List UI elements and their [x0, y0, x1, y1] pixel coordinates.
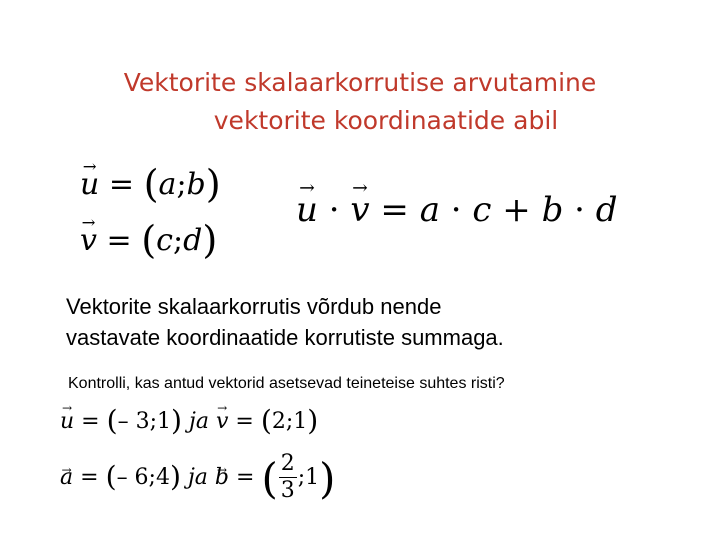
close-paren: ): [202, 218, 218, 263]
equals-sign: =: [106, 222, 132, 258]
fraction-two-thirds: [279, 451, 297, 505]
vector-b: → b: [215, 448, 229, 508]
close-paren: ): [169, 460, 181, 493]
plus-sign: +: [502, 190, 531, 230]
close-paren: ): [171, 404, 183, 437]
open-paren: (: [141, 218, 157, 263]
coord-c: c: [472, 190, 492, 230]
fraction-denominator: 3: [280, 478, 295, 504]
close-paren: ): [205, 162, 221, 207]
coordinates-a: – 6;4: [116, 464, 170, 490]
coord-b: b: [541, 190, 564, 230]
formula-v-definition: [80, 218, 217, 263]
vector-u: → u: [80, 167, 99, 202]
dot-operator: ·: [328, 190, 340, 230]
connector-ja: ja: [189, 408, 209, 434]
formula-u-definition: [80, 162, 221, 207]
slide-title-line-1: Vektorite skalaarkorrutise arvutamine: [123, 68, 597, 97]
dot-operator: ·: [450, 190, 462, 230]
close-paren-large: ): [319, 453, 336, 503]
vector-u: → u: [296, 190, 318, 230]
dot-operator: ·: [574, 190, 585, 230]
coord-b: b: [186, 166, 206, 202]
equals-sign: =: [380, 190, 409, 230]
coordinates-v: 2;1: [271, 408, 308, 434]
vector-v: → v: [350, 190, 369, 230]
equals-sign: =: [81, 408, 100, 434]
exercise-task-2: [60, 447, 335, 509]
equals-sign: =: [235, 408, 254, 434]
coord-d: d: [183, 222, 203, 258]
coord-a: a: [158, 166, 177, 202]
slide-title-line-2: vektorite koordinaatide abil: [213, 106, 559, 135]
open-paren: (: [105, 460, 117, 493]
vector-v: → v: [80, 223, 97, 258]
vector-a: → a: [60, 448, 73, 508]
exercise-task-1: [60, 404, 318, 437]
coordinates-b-rest: ;1: [297, 464, 320, 490]
connector-ja: ja: [187, 464, 208, 490]
coord-d: d: [595, 190, 618, 230]
equals-sign: =: [80, 464, 99, 490]
close-paren: ): [307, 404, 319, 437]
open-paren: (: [106, 404, 118, 437]
open-paren: (: [143, 162, 159, 207]
vector-v: → v: [216, 409, 228, 434]
equals-sign: =: [108, 166, 135, 202]
fraction-numerator: 2: [279, 451, 297, 478]
coordinates-u: – 3;1: [117, 408, 172, 434]
open-paren: (: [260, 404, 272, 437]
vector-u: → u: [60, 409, 74, 434]
open-paren-large: (: [261, 453, 278, 503]
coord-a: a: [419, 190, 440, 230]
equals-sign: =: [236, 464, 255, 490]
separator: ;: [172, 222, 184, 258]
statement-line-1: Vektorite skalaarkorrutis võrdub nende: [66, 294, 442, 319]
coord-c: c: [156, 222, 173, 258]
formula-dot-product: [296, 190, 618, 230]
exercise-prompt: Kontrolli, kas antud vektorid asetsevad teineteise suhtes risti?: [68, 375, 505, 392]
separator: ;: [176, 166, 187, 202]
statement-line-2: vastavate koordinaatide korrutiste summaga.: [66, 325, 504, 350]
